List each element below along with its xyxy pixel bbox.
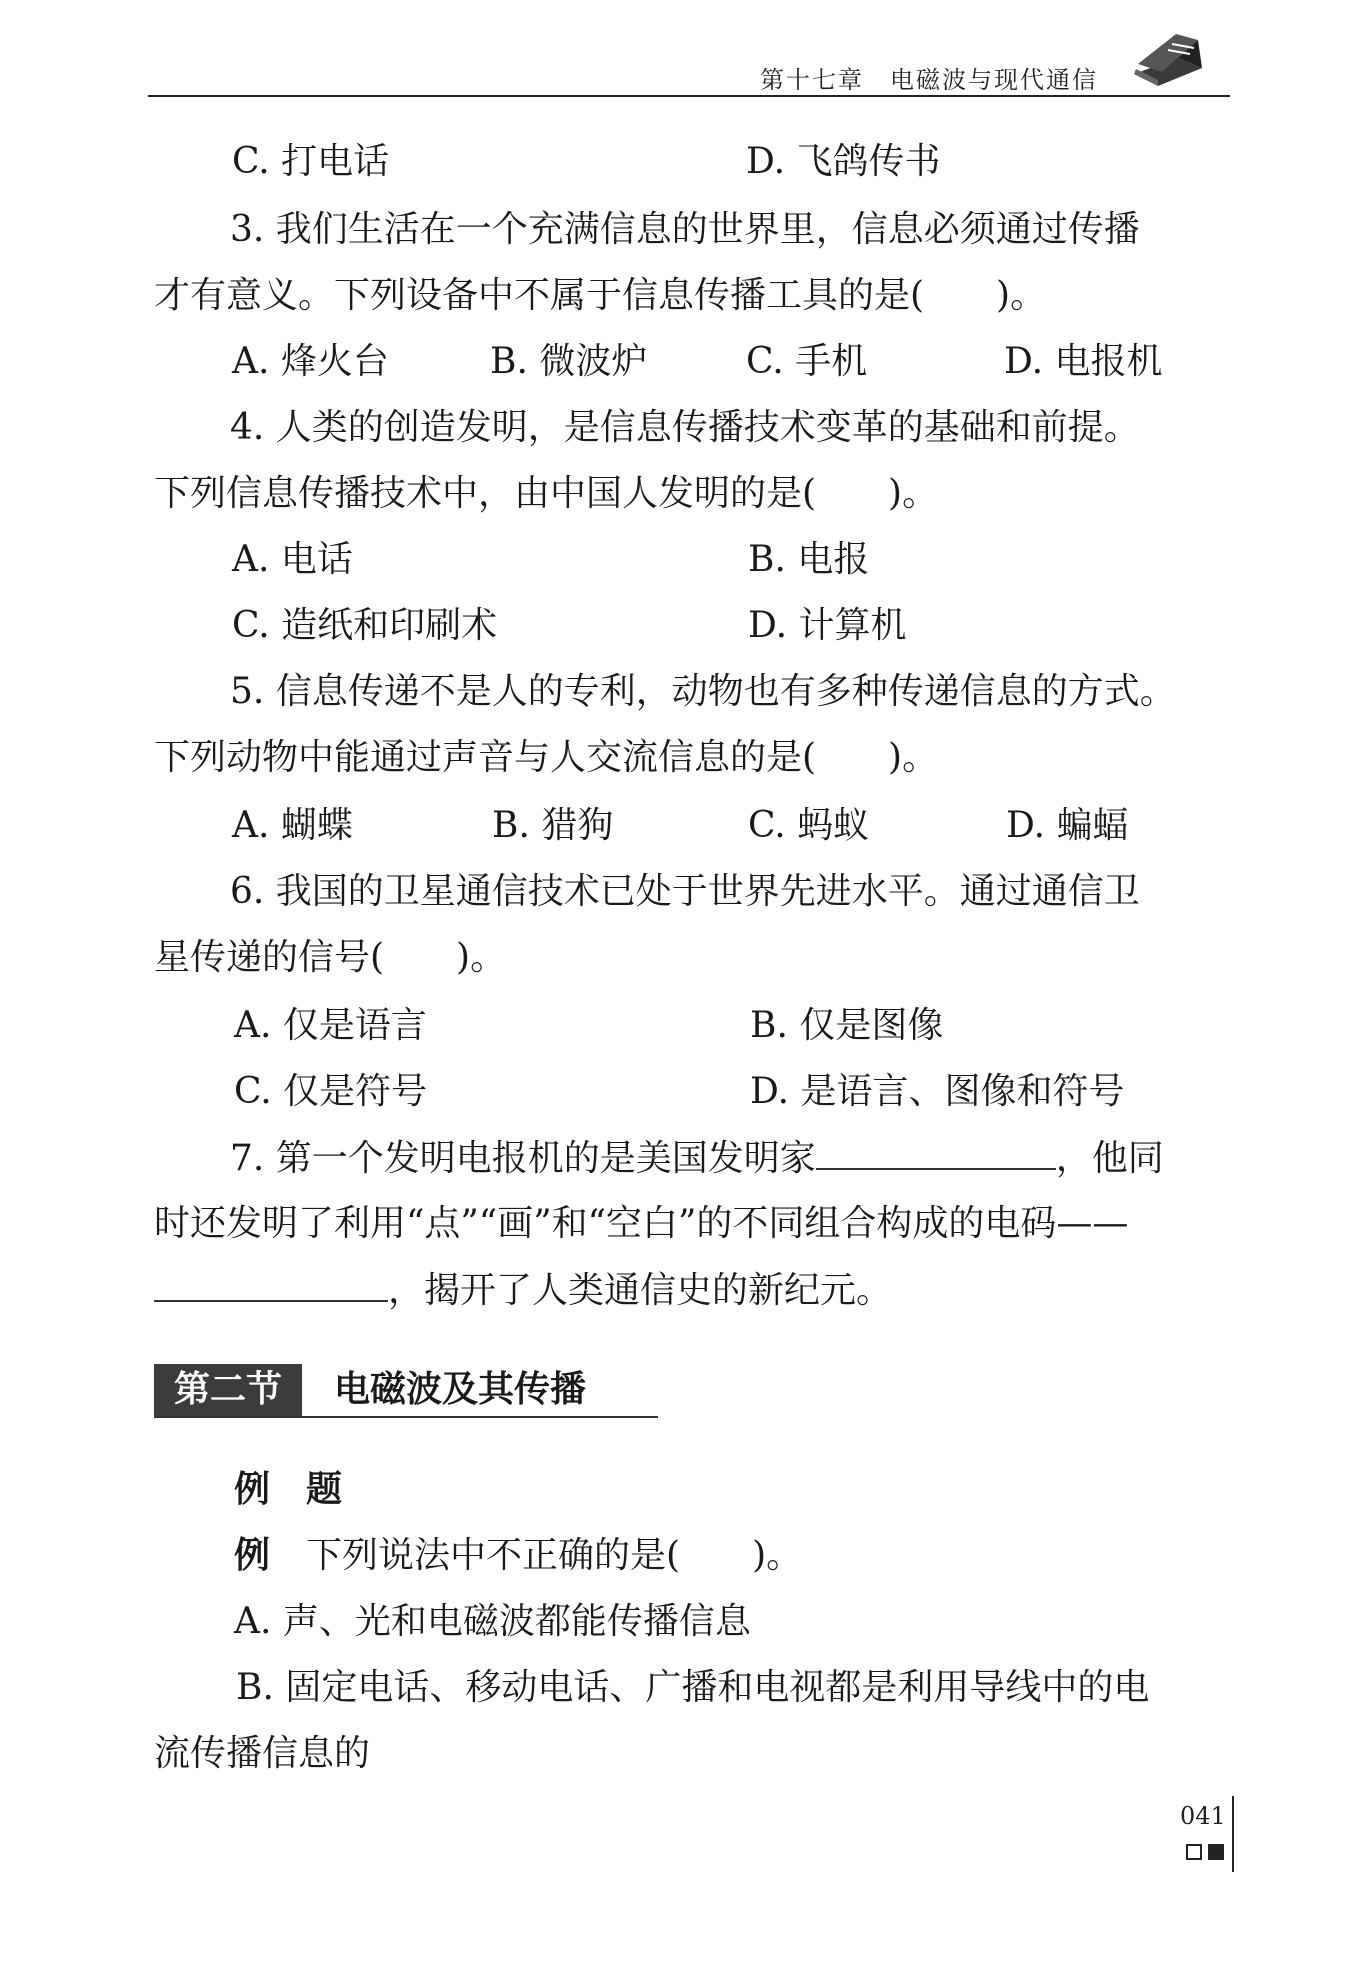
q7-stem-line1-start: 7. 第一个发明电报机的是美国发明家 bbox=[230, 1138, 816, 1179]
q2-option-d: D. 飞鸽传书 bbox=[746, 141, 941, 182]
q7-blank-code[interactable] bbox=[154, 1266, 388, 1302]
empty-square-icon bbox=[1186, 1844, 1202, 1860]
q7-stem-line3 bbox=[154, 1266, 1234, 1315]
q4-stem-line1: 4. 人类的创造发明，是信息传播技术变革的基础和前提。 bbox=[230, 407, 1140, 448]
example-question-text: 下列说法中不正确的是( )。 bbox=[306, 1535, 803, 1576]
header-rule bbox=[148, 95, 1230, 97]
q3-option-b: B. 微波炉 bbox=[490, 341, 648, 382]
q5-option-d: D. 蝙蝠 bbox=[1006, 805, 1129, 846]
example-option-b-line2: 流传播信息的 bbox=[154, 1733, 371, 1774]
q6-option-b: B. 仅是图像 bbox=[750, 1005, 944, 1046]
filled-square-icon bbox=[1208, 1844, 1224, 1860]
q2-option-c: C. 打电话 bbox=[232, 141, 390, 182]
q5-stem-line1: 5. 信息传递不是人的专利，动物也有多种传递信息的方式。 bbox=[230, 671, 1176, 712]
section-title: 电磁波及其传播 bbox=[334, 1369, 587, 1410]
q6-stem-line2: 星传递的信号( )。 bbox=[154, 937, 507, 978]
q4-option-a: A. 电话 bbox=[232, 539, 353, 580]
example-option-b-line1: B. 固定电话、移动电话、广播和电视都是利用导线中的电 bbox=[236, 1667, 1150, 1708]
example-question bbox=[234, 1532, 802, 1580]
q6-option-d: D. 是语言、图像和符号 bbox=[750, 1071, 1125, 1112]
q7-blank-inventor[interactable] bbox=[816, 1134, 1056, 1170]
q4-stem-line2: 下列信息传播技术中，由中国人发明的是( )。 bbox=[154, 473, 939, 514]
q5-stem-line2: 下列动物中能通过声音与人交流信息的是( )。 bbox=[154, 737, 939, 778]
footer-vertical-rule bbox=[1232, 1796, 1234, 1872]
q7-stem-line1 bbox=[230, 1134, 1310, 1183]
page-number: 041 bbox=[1180, 1802, 1226, 1830]
example-option-a: A. 声、光和电磁波都能传播信息 bbox=[234, 1601, 751, 1642]
q3-option-c: C. 手机 bbox=[746, 341, 868, 382]
section-title-rule bbox=[154, 1416, 658, 1418]
example-label: 例 bbox=[234, 1535, 271, 1576]
q3-option-a: A. 烽火台 bbox=[232, 341, 389, 382]
q5-option-a: A. 蝴蝶 bbox=[232, 805, 353, 846]
q3-stem-line1: 3. 我们生活在一个充满信息的世界里，信息必须通过传播 bbox=[230, 209, 1140, 250]
q7-stem-line1-end: ，他同 bbox=[1055, 1138, 1164, 1179]
q5-option-c: C. 蚂蚁 bbox=[748, 805, 870, 846]
q7-stem-line2: 时还发明了利用“点”“画”和“空白”的不同组合构成的电码—— bbox=[154, 1203, 1129, 1244]
chapter-header: 第十七章 电磁波与现代通信 bbox=[760, 66, 1098, 94]
q6-option-a: A. 仅是语言 bbox=[234, 1005, 427, 1046]
q7-stem-line3-end: ，揭开了人类通信史的新纪元。 bbox=[388, 1270, 893, 1311]
q4-option-c: C. 造纸和印刷术 bbox=[232, 605, 498, 646]
q6-stem-line1: 6. 我国的卫星通信技术已处于世界先进水平。通过通信卫 bbox=[230, 871, 1140, 912]
q3-stem-line2: 才有意义。下列设备中不属于信息传播工具的是( )。 bbox=[154, 275, 1047, 316]
book-icon bbox=[1128, 24, 1208, 90]
q4-option-b: B. 电报 bbox=[748, 539, 870, 580]
section-number-box: 第二节 bbox=[154, 1364, 302, 1416]
example-heading: 例 题 bbox=[234, 1469, 343, 1510]
q6-option-c: C. 仅是符号 bbox=[234, 1071, 428, 1112]
q4-option-d: D. 计算机 bbox=[748, 605, 907, 646]
q3-option-d: D. 电报机 bbox=[1004, 341, 1163, 382]
q5-option-b: B. 猎狗 bbox=[492, 805, 614, 846]
